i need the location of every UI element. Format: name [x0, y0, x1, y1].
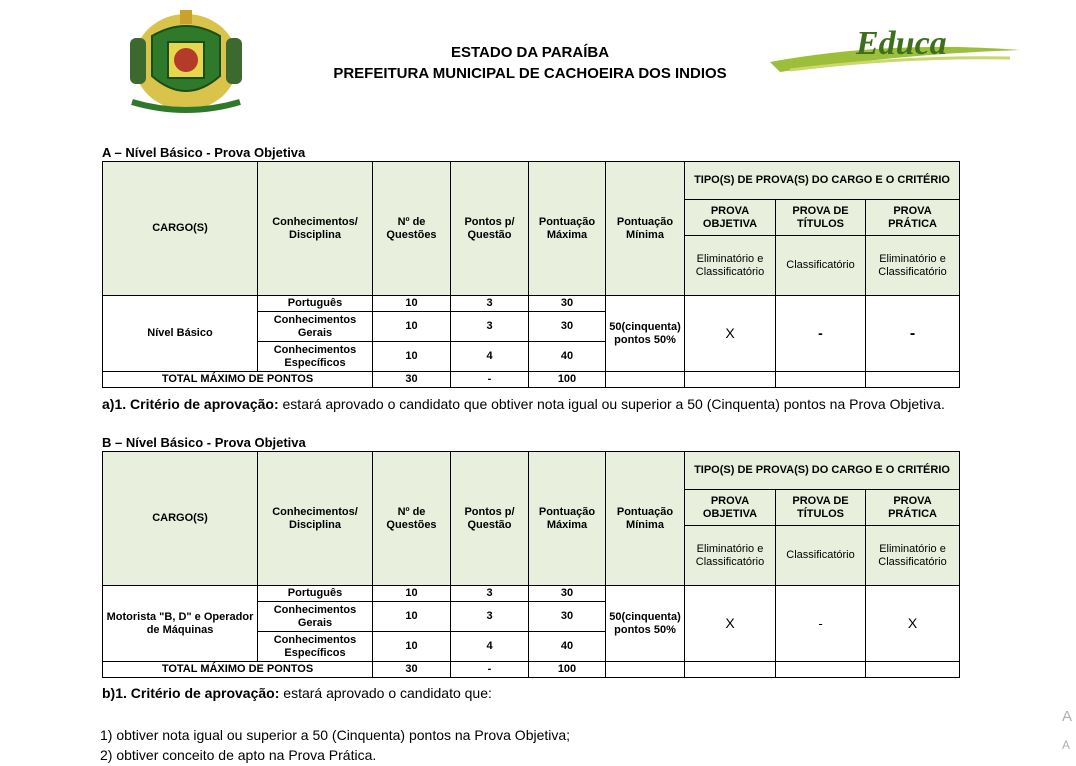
header-prova-pratica: PROVA PRÁTICA — [866, 200, 960, 236]
max-cell: 30 — [529, 296, 606, 312]
total-questoes: 30 — [373, 662, 451, 678]
header-questoes: Nº de Questões — [373, 162, 451, 296]
edge-glyph: A — [1062, 708, 1073, 725]
total-max: 100 — [529, 372, 606, 388]
subject-cell: Conhecimentos Específicos — [258, 342, 373, 372]
prova-pratica-mark: - — [866, 296, 960, 372]
total-row — [103, 662, 960, 678]
questoes-cell: 10 — [373, 632, 451, 662]
criterion-pratica: Eliminatório e Classificatório — [866, 526, 960, 586]
subject-cell: Conhecimentos Gerais — [258, 602, 373, 632]
total-pontos: - — [451, 662, 529, 678]
section-a-title: A – Nível Básico - Prova Objetiva — [102, 145, 306, 160]
prova-pratica-mark: X — [866, 586, 960, 662]
document-header — [0, 0, 1076, 130]
pontos-cell: 4 — [451, 342, 529, 372]
header-conhecimentos: Conhecimentos/ Disciplina — [258, 452, 373, 586]
cargo-cell: Motorista "B, D" e Operador de Máquinas — [103, 586, 258, 662]
pontos-cell: 3 — [451, 586, 529, 602]
logo-text: Educa — [856, 25, 947, 62]
educa-logo-icon — [770, 20, 1020, 90]
edge-glyph: A — [1062, 738, 1071, 752]
max-cell: 30 — [529, 602, 606, 632]
header-cargo: CARGO(S) — [103, 452, 258, 586]
criterion-titulos: Classificatório — [776, 526, 866, 586]
header-questoes: Nº de Questões — [373, 452, 451, 586]
criterion-titulos: Classificatório — [776, 236, 866, 296]
section-a-criterion — [102, 396, 945, 412]
prova-titulos-mark: - — [776, 586, 866, 662]
cargo-cell: Nível Básico — [103, 296, 258, 372]
header-pont-max: Pontuação Máxima — [529, 452, 606, 586]
criterion-label: a)1. Critério de aprovação: — [102, 396, 279, 412]
header-title — [300, 42, 760, 84]
section-a-table — [102, 161, 960, 388]
municipal-crest-icon — [122, 6, 250, 118]
pontos-cell: 4 — [451, 632, 529, 662]
header-pontos: Pontos p/ Questão — [451, 452, 529, 586]
header-line-prefecture: PREFEITURA MUNICIPAL DE CACHOEIRA DOS INDIOS — [333, 65, 727, 82]
header-cargo: CARGO(S) — [103, 162, 258, 296]
table-row — [103, 296, 960, 312]
total-label: TOTAL MÁXIMO DE PONTOS — [103, 372, 373, 388]
questoes-cell: 10 — [373, 312, 451, 342]
pontos-cell: 3 — [451, 602, 529, 632]
criterion-text: estará aprovado o candidato que: — [279, 685, 492, 701]
pont-min-cell: 50(cinquenta) pontos 50% — [606, 586, 685, 662]
questoes-cell: 10 — [373, 602, 451, 632]
header-pont-min: Pontuação Mínima — [606, 162, 685, 296]
subject-cell: Conhecimentos Gerais — [258, 312, 373, 342]
section-b-title: B – Nível Básico - Prova Objetiva — [102, 435, 306, 450]
criterion-text: estará aprovado o candidato que obtiver nota igual ou superior a 50 (Cinquenta) pontos na Prova Objetiva. — [278, 396, 945, 412]
list-item: 2) obtiver conceito de apto na Prova Prática. — [100, 747, 377, 763]
pontos-cell: 3 — [451, 312, 529, 342]
section-b-table — [102, 451, 960, 678]
pont-min-cell: 50(cinquenta) pontos 50% — [606, 296, 685, 372]
criterion-objetiva: Eliminatório e Classificatório — [685, 236, 776, 296]
header-pontos: Pontos p/ Questão — [451, 162, 529, 296]
total-questoes: 30 — [373, 372, 451, 388]
total-max: 100 — [529, 662, 606, 678]
max-cell: 30 — [529, 312, 606, 342]
criterion-objetiva: Eliminatório e Classificatório — [685, 526, 776, 586]
section-b-criterion — [102, 685, 492, 701]
subject-cell: Português — [258, 296, 373, 312]
subject-cell: Português — [258, 586, 373, 602]
questoes-cell: 10 — [373, 296, 451, 312]
header-tipo: TIPO(S) DE PROVA(S) DO CARGO E O CRITÉRIO — [685, 162, 960, 200]
pontos-cell: 3 — [451, 296, 529, 312]
total-pontos: - — [451, 372, 529, 388]
max-cell: 30 — [529, 586, 606, 602]
total-label: TOTAL MÁXIMO DE PONTOS — [103, 662, 373, 678]
list-item: 1) obtiver nota igual ou superior a 50 (Cinquenta) pontos na Prova Objetiva; — [100, 727, 571, 743]
questoes-cell: 10 — [373, 586, 451, 602]
header-prova-titulos: PROVA DE TÍTULOS — [776, 200, 866, 236]
max-cell: 40 — [529, 342, 606, 372]
criterion-pratica: Eliminatório e Classificatório — [866, 236, 960, 296]
subject-cell: Conhecimentos Específicos — [258, 632, 373, 662]
header-pont-max: Pontuação Máxima — [529, 162, 606, 296]
header-prova-objetiva: PROVA OBJETIVA — [685, 490, 776, 526]
prova-objetiva-mark: X — [685, 586, 776, 662]
total-row — [103, 372, 960, 388]
header-conhecimentos: Conhecimentos/ Disciplina — [258, 162, 373, 296]
header-prova-titulos: PROVA DE TÍTULOS — [776, 490, 866, 526]
prova-titulos-mark: - — [776, 296, 866, 372]
criterion-label: b)1. Critério de aprovação: — [102, 685, 280, 701]
header-tipo: TIPO(S) DE PROVA(S) DO CARGO E O CRITÉRIO — [685, 452, 960, 490]
max-cell: 40 — [529, 632, 606, 662]
header-pont-min: Pontuação Mínima — [606, 452, 685, 586]
questoes-cell: 10 — [373, 342, 451, 372]
table-row — [103, 586, 960, 602]
header-line-state: ESTADO DA PARAÍBA — [450, 44, 610, 61]
header-prova-objetiva: PROVA OBJETIVA — [685, 200, 776, 236]
prova-objetiva-mark: X — [685, 296, 776, 372]
header-prova-pratica: PROVA PRÁTICA — [866, 490, 960, 526]
